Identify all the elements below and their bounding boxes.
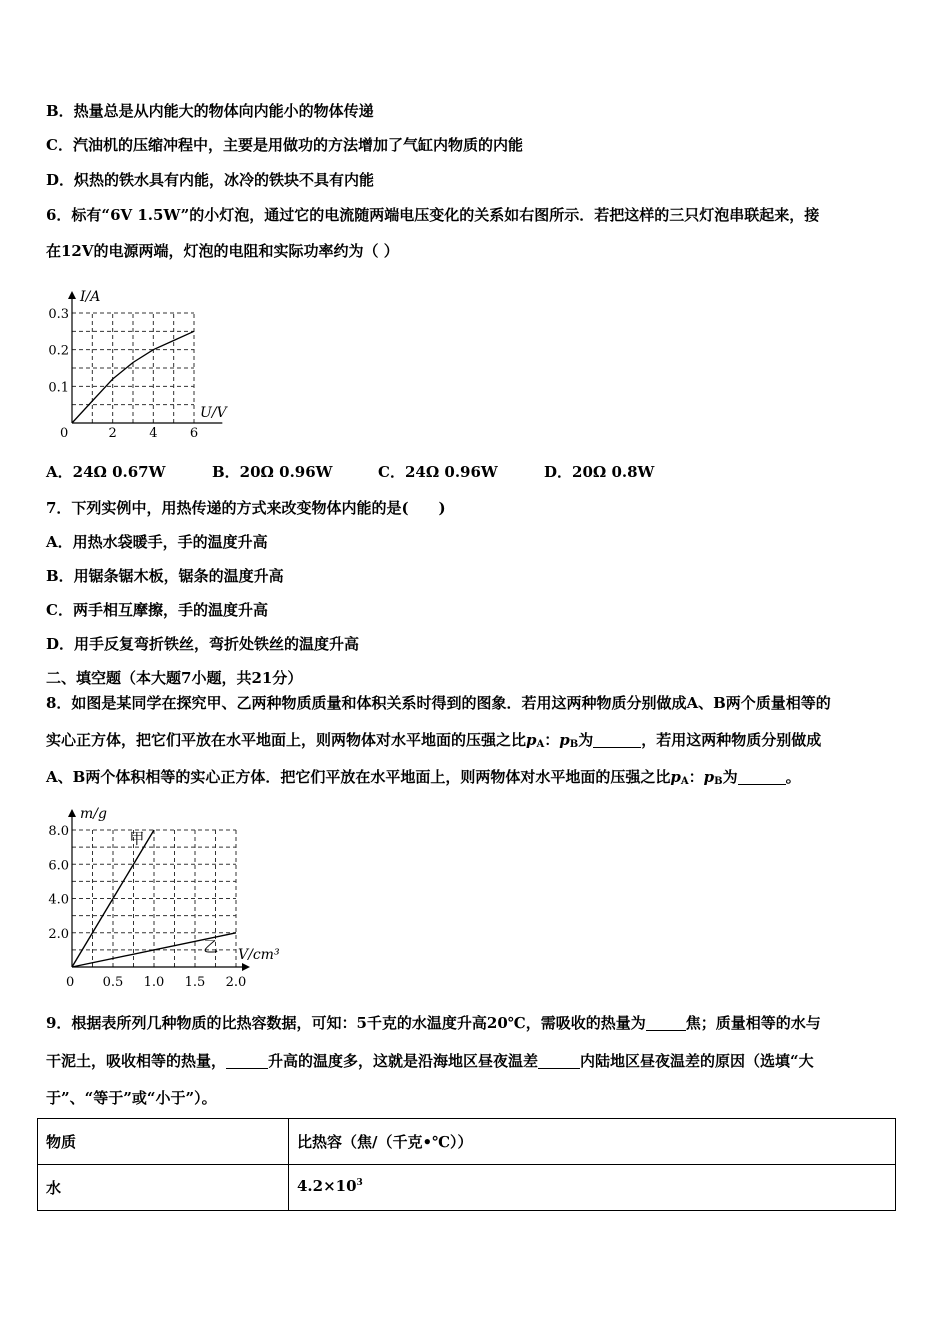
table-header-cell: 物质: [38, 1119, 289, 1165]
chart1-x-axis-label: U/V: [200, 405, 227, 421]
q7-option-b: B．用锯条锯木板，锯条的温度升高: [46, 567, 284, 585]
q9-line1: 9．根据表所列几种物质的比热容数据，可知：5千克的水温度升高20℃，需吸收的热量为 焦；质量相等的水与: [46, 1014, 821, 1032]
table-row: [38, 1165, 896, 1211]
q5-option-d: D．炽热的铁水具有内能，冰冷的铁块不具有内能: [46, 171, 375, 189]
chart2-x-tick: 1.0: [143, 975, 165, 990]
chart2-x-tick: 1.5: [184, 975, 206, 990]
answer-blank[interactable]: [538, 1054, 580, 1069]
mass-volume-chart: [40, 800, 290, 995]
chart2-y-tick: 4.0: [48, 892, 69, 908]
q6-option-d: D．20Ω 0.8W: [544, 463, 655, 481]
series-label-jia: 甲: [129, 829, 145, 848]
q8-line2: 实心正方体，把它们平放在水平地面上，则两物体对水平地面的压强之比$p_A$：$p_B$为 ，若用这两种物质分别做成: [46, 731, 822, 750]
y-axis-arrow: [68, 291, 76, 299]
answer-blank[interactable]: [593, 733, 641, 748]
chart1-y-tick: 0.2: [48, 343, 69, 359]
q8-line1: 8．如图是某同学在探究甲、乙两种物质质量和体积关系时得到的图象．若用这两种物质分别做成A、B两个质量相等的: [46, 694, 831, 712]
specific-heat-table: [37, 1118, 896, 1211]
chart2-origin-label: 0: [66, 975, 75, 990]
chart2-x-tick: 2.0: [225, 975, 247, 990]
q8-line3: A、B两个体积相等的实心正方体．把它们平放在水平地面上，则两物体对水平地面的压强之比$p_A$：$p_B$为 。: [46, 768, 801, 787]
series-line-jia: [72, 830, 154, 967]
q7-option-c: C．两手相互摩擦，手的温度升高: [46, 601, 268, 619]
answer-blank[interactable]: [738, 770, 786, 785]
chart1-x-tick: 6: [189, 426, 199, 441]
x-axis-arrow: [242, 963, 250, 971]
chart1-y-axis-label: I/A: [80, 289, 101, 305]
series-label-yi: 乙: [203, 937, 219, 956]
current-voltage-chart: [40, 283, 240, 443]
chart1-x-tick: 4: [149, 426, 158, 441]
q6-options: [46, 461, 654, 482]
chart2-x-axis-label: V/cm³: [238, 947, 280, 963]
q6-option-b: B．20Ω 0.96W: [212, 463, 333, 481]
y-axis-arrow: [68, 809, 76, 817]
q9-line3: 于”、“等于”或“小于”）。: [46, 1089, 217, 1107]
chart2-y-tick: 6.0: [48, 858, 69, 874]
table-header-row: [38, 1119, 896, 1165]
answer-blank[interactable]: [226, 1054, 268, 1069]
q5-option-b: B．热量总是从内能大的物体向内能小的物体传递: [46, 102, 374, 120]
chart2-y-tick: 2.0: [48, 926, 69, 942]
q7-option-d: D．用手反复弯折铁丝，弯折处铁丝的温度升高: [46, 635, 360, 653]
chart2-x-tick: 0.5: [102, 975, 124, 990]
q6-stem-line1: 6．标有“6V 1.5W”的小灯泡，通过它的电流随两端电压变化的关系如右图所示．若把这样的三只灯泡串联起来，接: [46, 206, 820, 224]
chart1-grid: [72, 313, 194, 423]
answer-blank[interactable]: [646, 1016, 686, 1031]
section2-heading: 二、填空题（本大题7小题，共21分）: [46, 669, 303, 687]
table-cell-substance: 水: [38, 1165, 289, 1211]
q7-option-a: A．用热水袋暖手，手的温度升高: [46, 533, 268, 551]
q5-option-c: C．汽油机的压缩冲程中，主要是用做功的方法增加了气缸内物质的内能: [46, 136, 523, 154]
table-header-cell: 比热容（焦/（千克•℃））: [289, 1119, 896, 1165]
table-cell-value: $4.2\times 10^3$: [289, 1165, 896, 1211]
q6-option-c: C．24Ω 0.96W: [378, 463, 498, 481]
chart1-origin-label: 0: [60, 426, 69, 441]
chart1-x-tick: 2: [108, 426, 117, 441]
q9-line2: 干泥土，吸收相等的热量， 升高的温度多，这就是沿海地区昼夜温差 内陆地区昼夜温差的原因（选填“大: [46, 1052, 814, 1070]
chart2-y-axis-label: m/g: [80, 806, 107, 822]
chart2-axes: [68, 809, 250, 971]
chart2-y-tick: 8.0: [48, 824, 69, 839]
q7-stem: 7．下列实例中，用热传递的方式来改变物体内能的是( ): [46, 499, 446, 517]
q6-option-a: A．24Ω 0.67W: [46, 463, 166, 481]
q6-stem-line2: 在12V的电源两端，灯泡的电阻和实际功率约为（ ）: [46, 242, 399, 260]
chart1-y-tick: 0.1: [48, 380, 69, 396]
chart1-y-tick: 0.3: [48, 307, 69, 322]
